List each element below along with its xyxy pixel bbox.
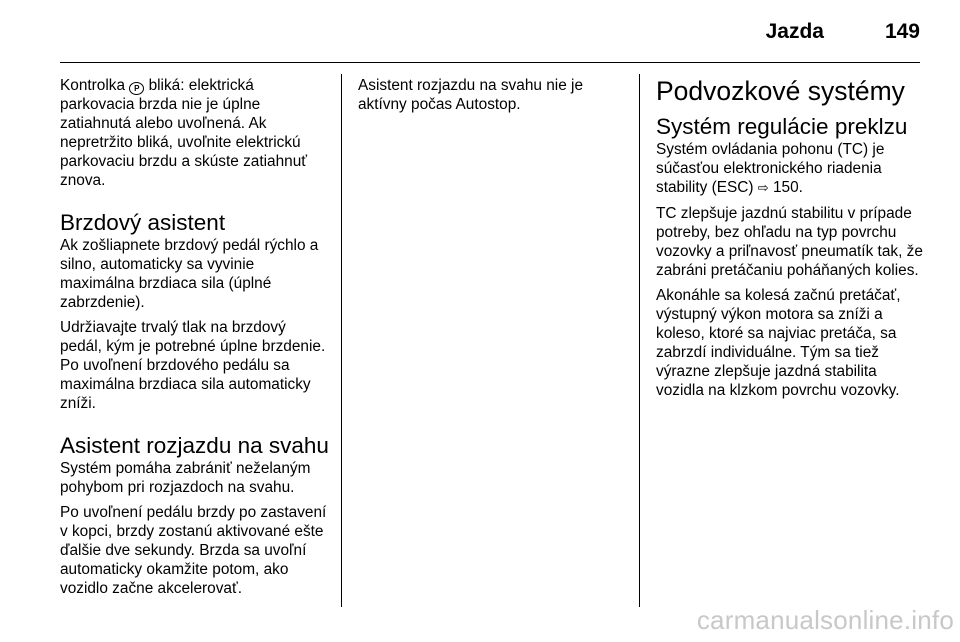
column-middle: [358, 76, 628, 120]
heading-traction-control: Systém regulácie preklzu: [656, 114, 908, 139]
parking-brake-warning-paragraph: [60, 76, 330, 190]
column-divider: [341, 74, 342, 607]
hill-start-paragraph-1: Systém pomáha zabrániť neželaným pohybom pri rozjazdoch na svahu.: [60, 460, 311, 496]
traction-paragraph-3: Akonáhle sa kolesá začnú pretáčať, výstupný výkon motora sa zníži a koleso, ktoré sa najviac pretáča, sa zabrzdí individuálne. Tým sa tiež výrazne zlepšuje jazdná stabilita vozidla na klzkom povrchu vozovky.: [656, 287, 901, 399]
page-reference-arrow-icon: ⇨: [757, 181, 769, 196]
column-divider: [639, 74, 640, 607]
brake-assist-paragraph-1: Ak zošliapnete brzdový pedál rýchlo a silno, automaticky sa vyvinie maximálna brzdiaca sila (úplné zabrzdenie).: [60, 237, 319, 311]
parking-brake-lamp-icon: P: [129, 82, 144, 95]
column-left: [60, 76, 330, 604]
column-right: [656, 76, 926, 406]
page-number: 149: [884, 20, 920, 43]
autostop-note-paragraph: Asistent rozjazdu na svahu nie je aktívny počas Autostop.: [358, 77, 584, 113]
paragraph-text: Kontrolka: [60, 77, 130, 94]
traction-paragraph-2: TC zlepšuje jazdnú stabilitu v prípade potreby, bez ohľadu na typ povrchu vozovky a priľnavosť pneumatík tak, že zabráni pretáčaniu poháňaných kolies.: [656, 205, 923, 279]
section-title: Jazda: [765, 20, 824, 43]
hill-start-paragraph-2: Po uvoľnení pedálu brzdy po zastavení v kopci, brzdy zostanú aktivované ešte ďalšie dve sekundy. Brzda sa uvoľní automaticky okamžite potom, ako vozidlo začne akcelerovať.: [60, 504, 327, 597]
heading-hill-start-assist: Asistent rozjazdu na svahu: [60, 433, 329, 458]
traction-paragraph-1: [656, 140, 926, 198]
page-header: [60, 0, 920, 63]
paragraph-text: Systém ovládania pohonu (TC) je súčasťou elektronického riadenia stability (ESC): [656, 141, 885, 196]
heading-chassis-systems: Podvozkové systémy: [656, 76, 905, 106]
page-reference-number: 150.: [768, 179, 803, 196]
brake-assist-paragraph-2: Udržiavajte trvalý tlak na brzdový pedál, kým je potrebné úplne brzdenie. Po uvoľnení brzdového pedálu sa maximálna brzdiaca sila automaticky zníži.: [60, 319, 326, 412]
heading-brake-assist: Brzdový asistent: [60, 210, 226, 235]
watermark: carmanualsonline.info: [696, 605, 954, 635]
paragraph-text: bliká: elektrická parkovacia brzda nie je úplne zatiahnutá alebo uvoľnená. Ak nepretržito bliká, uvoľnite elektrickú parkovaciu brzdu a skúste zatiahnuť znova.: [60, 77, 308, 189]
